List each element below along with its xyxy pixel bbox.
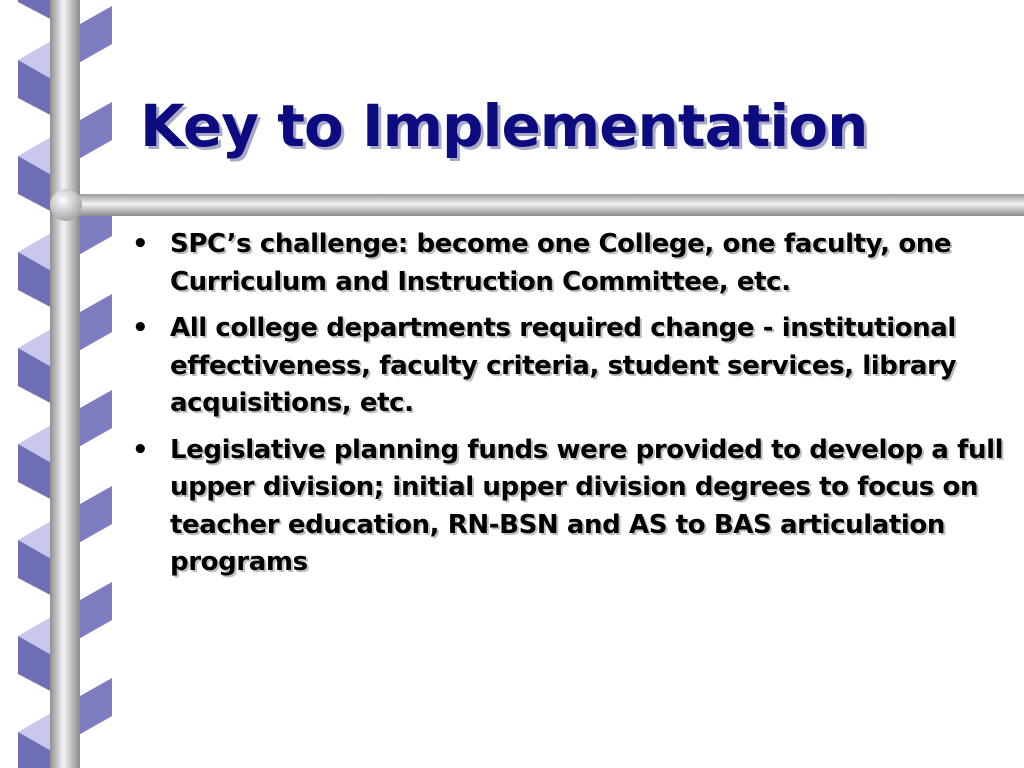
- bullet-text: SPC’s challenge: become one College, one faculty, one Curriculum and Instruction Committee, etc.: [170, 229, 952, 297]
- ribbon-band-shadow: [80, 6, 112, 62]
- bullet-marker: •: [132, 229, 149, 259]
- bullet-marker: •: [132, 313, 149, 343]
- bullet-marker: •: [132, 434, 149, 465]
- ribbon-band-shadow: [80, 678, 112, 734]
- bullet-list: [128, 226, 1008, 591]
- ribbon-band-shadow: [80, 294, 112, 350]
- vertical-pole: [50, 0, 80, 768]
- bullet-text: All college departments required change - institutional effectiveness, faculty criteria, student services, library acquisitions, etc.: [170, 313, 957, 418]
- bullet-item: [128, 310, 1008, 423]
- ribbon-band-shadow: [80, 582, 112, 638]
- ribbon-band-shadow: [80, 390, 112, 446]
- slide-title: Key to Implementation: [140, 92, 868, 160]
- ribbon-band-shadow: [80, 486, 112, 542]
- bar-knob: [50, 189, 82, 221]
- bullet-text: Legislative planning funds were provided to develop a full upper division; initial upper division degrees to focus on teacher education, RN-BSN and AS to BAS articulation programs: [170, 434, 1004, 577]
- ribbon-band-shadow: [80, 102, 112, 158]
- bullet-item: [128, 432, 1008, 582]
- horizontal-bar: [60, 194, 1024, 216]
- bullet-item: [128, 226, 1008, 301]
